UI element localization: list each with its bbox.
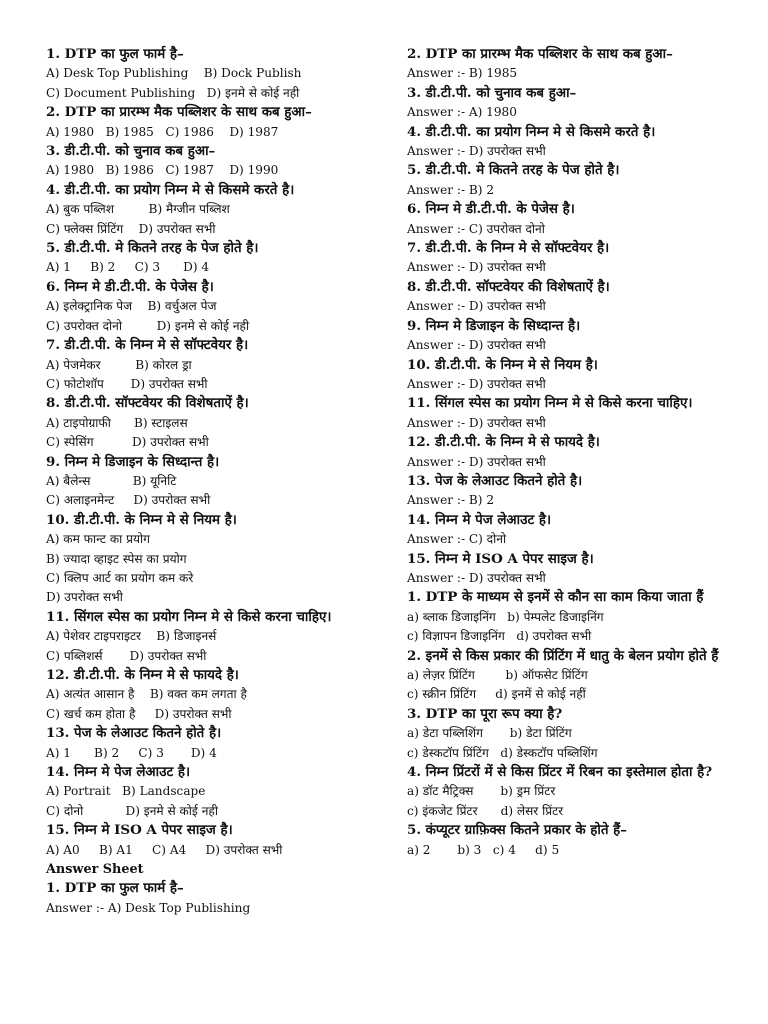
question-text: 12. डी.टी.पी. के निम्न मे से फायदे है।: [46, 667, 239, 683]
option-line: C) फ्लेक्स प्रिंटिंग D) उपरोक्त सभी: [46, 221, 216, 236]
option-line: A) 1980 B) 1985 C) 1986 D) 1987: [46, 124, 279, 139]
option-line: A) Portrait B) Landscape: [46, 784, 206, 799]
option-line: D) उपरोक्त सभी: [46, 590, 123, 605]
answer-line: Answer :- D) उपरोक्त सभी: [407, 299, 546, 314]
question-text: 7. डी.टी.पी. के निम्न मे से सॉफ्टवेयर है।: [407, 240, 610, 257]
option-line: C) अलाइनमेन्ट D) उपरोक्त सभी: [46, 493, 211, 508]
question-text: 5. कंप्यूटर ग्राफ़िक्स कितने प्रकार के होते हैं–: [407, 822, 627, 839]
question-text: 3. डी.टी.पी. को चुनाव कब हुआ–: [46, 143, 216, 160]
question-text: 6. निम्न मे डी.टी.पी. के पेजेस है।: [46, 278, 214, 295]
option-line: A) टाइपोग्राफी B) स्टाइलस: [46, 415, 188, 430]
question-text: 4. डी.टी.पी. का प्रयोग निम्न मे से किसमे करते है।: [46, 181, 295, 198]
section-heading: Answer Sheet: [46, 862, 144, 878]
right-column: [407, 45, 729, 860]
question-text: 10. डी.टी.पी. के निम्न मे से नियम है।: [46, 511, 237, 528]
question-text: 14. निम्न मे पेज लेआउट है।: [407, 511, 552, 528]
answer-line: Answer :- D) उपरोक्त सभी: [407, 144, 546, 159]
answer-line: Answer :- D) उपरोक्त सभी: [407, 454, 546, 469]
question-text: 2. DTP का प्रारम्भ मैक पब्लिशर के साथ कब हुआ–: [407, 46, 673, 62]
answer-line: Answer :- B) 1985: [407, 66, 518, 81]
question-text: 12. डी.टी.पी. के निम्न मे से फायदे है।: [407, 434, 600, 451]
option-line: C) फोटोशॉप D) उपरोक्त सभी: [46, 376, 208, 391]
question-text: 15. निम्न मे ISO A पेपर साइज है।: [46, 822, 233, 839]
question-text: 1. DTP के माध्यम से इनमें से कौन सा काम किया जाता हैं: [407, 589, 704, 606]
option-line: A) पेशेवर टाइपराइटर B) डिजाइनर्स: [46, 629, 217, 644]
option-line: A) 1 B) 2 C) 3 D) 4: [46, 260, 210, 275]
option-line: A) इलेक्ट्रानिक पेज B) वर्चुअल पेज: [46, 299, 217, 314]
question-text: 8. डी.टी.पी. सॉफ्टवेयर की विशेषताऐं है।: [407, 278, 610, 295]
option-line: A) Desk Top Publishing B) Dock Publish: [46, 66, 302, 81]
question-text: 14. निम्न मे पेज लेआउट है।: [46, 764, 191, 781]
question-text: 3. DTP का पूरा रूप क्या है?: [407, 705, 563, 722]
option-line: c) इंकजेट प्रिंटर d) लेसर प्रिंटर: [407, 803, 564, 818]
answer-line: Answer :- A) Desk Top Publishing: [46, 900, 251, 915]
option-line: A) बुक पब्लिश B) मैग्जीन पब्लिश: [46, 202, 230, 217]
question-text: 9. निम्न मे डिजाइन के सिध्दान्त है।: [407, 317, 581, 334]
question-text: 10. डी.टी.पी. के निम्न मे से नियम है।: [407, 356, 598, 373]
option-line: C) खर्च कम होता है D) उपरोक्त सभी: [46, 706, 232, 721]
option-line: C) दोनो D) इनमे से कोई नही: [46, 803, 218, 818]
question-text: 11. सिंगल स्पेस का प्रयोग निम्न मे से किसे करना चाहिए।: [407, 395, 693, 412]
option-line: c) डेस्कटॉप प्रिंटिंग d) डेस्कटॉप पब्लिशिंग: [407, 745, 598, 760]
option-line: A) 1 B) 2 C) 3 D) 4: [46, 745, 217, 760]
answer-line: Answer :- D) उपरोक्त सभी: [407, 260, 546, 275]
answer-line: Answer :- D) उपरोक्त सभी: [407, 376, 546, 391]
answer-line: Answer :- C) उपरोक्त दोनो: [407, 221, 545, 236]
option-line: c) विज्ञापन डिजाइनिंग d) उपरोक्त सभी: [407, 629, 592, 644]
option-line: a) डेटा पब्लिशिंग b) डेटा प्रिंटिंग: [407, 726, 572, 741]
question-text: 4. निम्न प्रिंटरों में से किस प्रिंटर में रिबन का इस्तेमाल होता है?: [407, 764, 713, 781]
question-text: 5. डी.टी.पी. मे कितने तरह के पेज होते है।: [46, 240, 259, 257]
question-text: 11. सिंगल स्पेस का प्रयोग निम्न मे से किसे करना चाहिए।: [46, 608, 332, 625]
option-line: A) A0 B) A1 C) A4 D) उपरोक्त सभी: [46, 842, 283, 857]
answer-line: Answer :- D) उपरोक्त सभी: [407, 570, 546, 585]
question-text: 13. पेज के लेआउट कितने होते है।: [46, 725, 222, 742]
answer-line: Answer :- B) 2: [407, 182, 495, 197]
option-line: a) ब्लाक डिजाइनिंग b) पेम्पलेट डिजाइनिंग: [407, 609, 604, 624]
option-line: C) उपरोक्त दोनो D) इनमे से कोई नही: [46, 318, 250, 333]
option-line: C) Document Publishing D) इनमे से कोई नही: [46, 85, 300, 100]
question-text: 4. डी.टी.पी. का प्रयोग निम्न मे से किसमे करते है।: [407, 123, 656, 140]
option-line: A) 1980 B) 1986 C) 1987 D) 1990: [46, 163, 279, 178]
question-text: 8. डी.टी.पी. सॉफ्टवेयर की विशेषताऐं है।: [46, 395, 249, 412]
answer-line: Answer :- B) 2: [407, 493, 495, 508]
option-line: C) क्लिप आर्ट का प्रयोग कम करे: [46, 570, 194, 585]
question-text: 1. DTP का फुल फार्म है–: [46, 46, 184, 62]
option-line: A) कम फान्ट का प्रयोग: [46, 532, 150, 547]
option-line: A) पेजमेकर B) कोरल ड्रा: [46, 357, 192, 372]
option-line: A) अत्यंत आसान है B) वक्त कम लगता है: [46, 687, 247, 702]
question-text: 7. डी.टी.पी. के निम्न मे से सॉफ्टवेयर है।: [46, 337, 249, 354]
option-line: c) स्क्रीन प्रिंटिंग d) इनमें से कोई नहीं: [407, 687, 586, 702]
question-text: 2. इनमें से किस प्रकार की प्रिंटिंग में धातु के बेलन प्रयोग होते हैं: [407, 647, 719, 664]
answer-line: Answer :- A) 1980: [407, 105, 517, 120]
option-line: A) बैलेन्स B) यूनिटि: [46, 473, 177, 488]
answer-line: Answer :- D) उपरोक्त सभी: [407, 415, 546, 430]
option-line: a) लेज़र प्रिंटिंग b) ऑफसेट प्रिंटिंग: [407, 668, 588, 682]
question-text: 1. DTP का फुल फार्म है–: [46, 880, 184, 897]
option-line: C) पब्लिशर्स D) उपरोक्त सभी: [46, 648, 207, 663]
question-text: 13. पेज के लेआउट कितने होते है।: [407, 472, 583, 489]
question-text: 15. निम्न मे ISO A पेपर साइज है।: [407, 550, 594, 567]
option-line: C) स्पेसिंग D) उपरोक्त सभी: [46, 435, 209, 450]
option-line: a) डॉट मैट्रिक्स b) ड्रम प्रिंटर: [407, 784, 556, 799]
left-column: [46, 45, 366, 918]
question-text: 5. डी.टी.पी. मे कितने तरह के पेज होते है।: [407, 162, 620, 179]
question-text: 3. डी.टी.पी. को चुनाव कब हुआ–: [407, 84, 577, 101]
option-line: a) 2 b) 3 c) 4 d) 5: [407, 842, 560, 857]
question-text: 9. निम्न मे डिजाइन के सिध्दान्त है।: [46, 453, 220, 470]
question-text: 2. DTP का प्रारम्भ मैक पब्लिशर के साथ कब हुआ–: [46, 104, 312, 121]
option-line: B) ज्यादा व्हाइट स्पेस का प्रयोग: [46, 551, 187, 566]
answer-line: Answer :- D) उपरोक्त सभी: [407, 338, 546, 353]
answer-line: Answer :- C) दोनो: [407, 532, 507, 547]
question-text: 6. निम्न मे डी.टी.पी. के पेजेस है।: [407, 201, 575, 218]
